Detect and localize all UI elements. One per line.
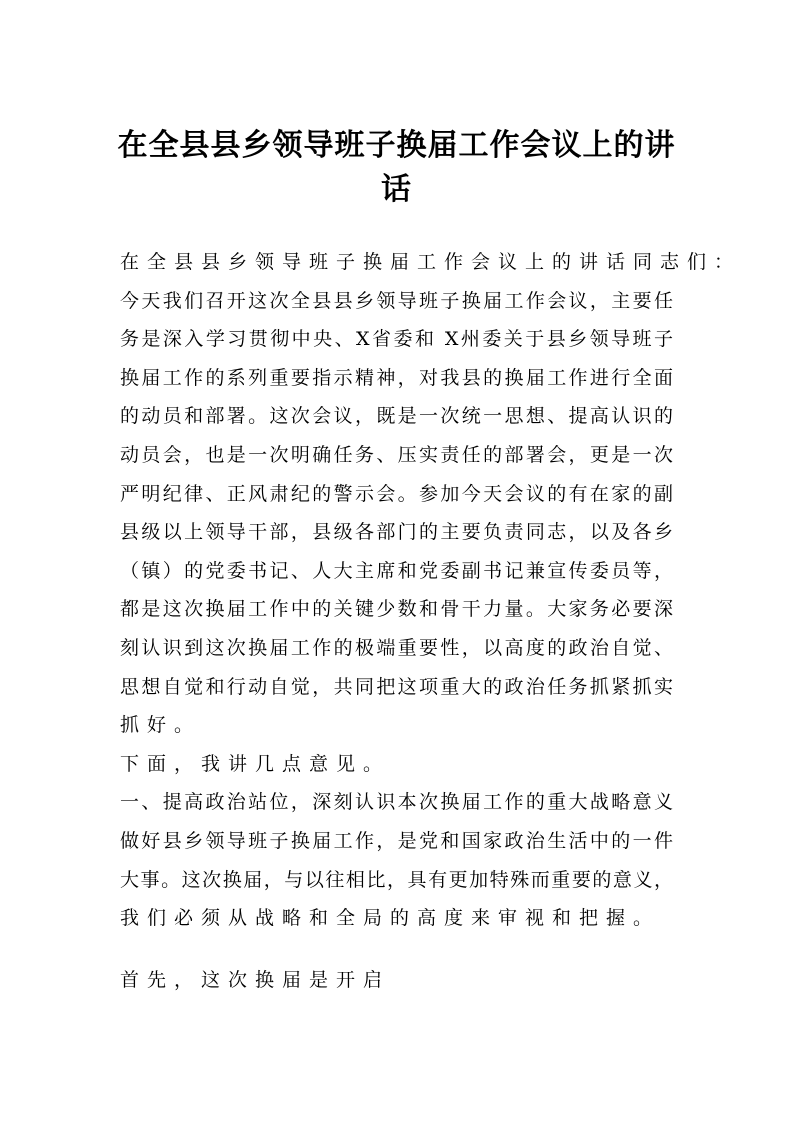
text-line: 做好县乡领导班子换届工作，是党和国家政治生活中的一件 xyxy=(120,829,673,852)
text-line: 首先，这次换届是开启 xyxy=(120,968,391,991)
text-line: 抓好。 xyxy=(120,714,202,737)
paragraph-greeting xyxy=(120,243,742,282)
text-line: 思想自觉和行动自觉，共同把这项重大的政治任务抓紧抓实 xyxy=(120,675,673,698)
text-line: 务是深入学习贯彻中央、X省委和 X州委关于县乡领导班子 xyxy=(120,328,673,351)
text-line: 刻认识到这次换届工作的极端重要性，以高度的政治自觉、 xyxy=(120,636,673,659)
title-line: 在全县县乡领导班子换届工作会议上的讲 xyxy=(117,128,676,163)
section-heading: 一、提高政治站位，深刻认识本次换届工作的重大战略意义 xyxy=(120,791,673,814)
paragraph-transition xyxy=(120,745,673,784)
text-line: 今天我们召开这次全县县乡领导班子换届工作会议，主要任 xyxy=(120,289,673,312)
text-line: 我们必须从战略和全局的高度来审视和把握。 xyxy=(120,907,661,930)
paragraph-intro xyxy=(120,282,673,745)
text-line: 严明纪律、正风肃纪的警示会。参加今天会议的有在家的副 xyxy=(120,482,673,505)
text-line: 的动员和部署。这次会议，既是一次统一思想、提高认识的 xyxy=(120,405,673,428)
paragraph-section-one xyxy=(120,783,673,937)
text-line: 下面，我讲几点意见。 xyxy=(120,752,391,775)
document-title xyxy=(100,124,693,212)
text-line: 县级以上领导干部，县级各部门的主要负责同志，以及各乡 xyxy=(120,521,673,544)
text-line: （镇）的党委书记、人大主席和党委副书记兼宣传委员等， xyxy=(120,559,673,582)
document-body xyxy=(120,243,742,999)
text-line: 都是这次换届工作中的关键少数和骨干力量。大家务必要深 xyxy=(120,598,673,621)
text-line: 在全县县乡领导班子换届工作会议上的讲话同志们： xyxy=(120,251,742,273)
paragraph-first-point xyxy=(120,961,673,1000)
text-line: 动员会，也是一次明确任务、压实责任的部署会，更是一次 xyxy=(120,443,673,466)
text-line: 换届工作的系列重要指示精神，对我县的换届工作进行全面 xyxy=(120,366,673,389)
title-line: 话 xyxy=(381,172,412,207)
text-line: 大事。这次换届，与以往相比，具有更加特殊而重要的意义， xyxy=(120,868,673,891)
